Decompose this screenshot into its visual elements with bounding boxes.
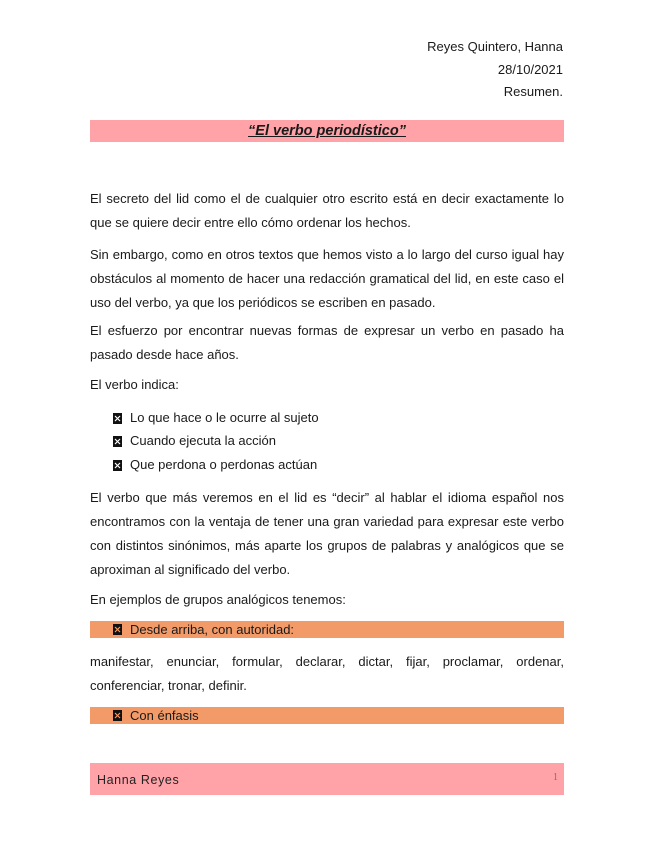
paragraph-1: El secreto del lid como el de cualquier otro escrito está en decir exactamente lo que se quiere decir entre ello cómo ordenar los hechos. xyxy=(90,191,564,230)
paragraph-7: manifestar, enunciar, formular, declarar, dictar, fijar, proclamar, ordenar, conferenciar, tronar, definir. xyxy=(90,654,564,693)
bullet-icon xyxy=(113,413,122,424)
page-number: 1 xyxy=(553,772,558,783)
paragraph-5: El verbo que más veremos en el lid es “decir” al hablar el idioma español nos encontramos con la ventaja de tener una gran variedad para expresar este verbo con distintos sinónimos, más aparte los grupos de palabras y analógicos que se aproximan al significado del verbo. xyxy=(90,490,564,577)
document-type: Resumen. xyxy=(503,84,563,99)
bullet-text: Cuando ejecuta la acción xyxy=(130,433,276,448)
header-block xyxy=(427,36,563,104)
bullet-icon xyxy=(113,710,122,721)
paragraph-3: El esfuerzo por encontrar nuevas formas de expresar un verbo en pasado ha pasado desde hace años. xyxy=(90,323,564,362)
highlighted-text: Desde arriba, con autoridad: xyxy=(130,622,295,637)
footer-name: Hanna Reyes xyxy=(97,773,180,787)
bullet-text: Lo que hace o le ocurre al sujeto xyxy=(130,410,319,425)
highlighted-item-1 xyxy=(113,621,294,638)
bullet-item-2 xyxy=(113,431,276,451)
paragraph-2: Sin embargo, como en otros textos que hemos visto a lo largo del curso igual hay obstáculos al momento de hacer una redacción gramatical del lid, en este caso el uso del verbo, ya que los periódicos se escriben en pasado. xyxy=(90,247,564,310)
bullet-item-3 xyxy=(113,455,317,475)
bullet-icon xyxy=(113,624,122,635)
bullet-icon xyxy=(113,460,122,471)
document-title: “El verbo periodístico” xyxy=(90,120,564,142)
document-date: 28/10/2021 xyxy=(497,61,563,77)
paragraph-4: El verbo indica: xyxy=(90,377,179,392)
bullet-item-1 xyxy=(113,408,319,428)
bullet-text: Que perdona o perdonas actúan xyxy=(130,457,318,472)
bullet-icon xyxy=(113,436,122,447)
author-name: Reyes Quintero, Hanna xyxy=(427,39,563,54)
highlighted-text: Con énfasis xyxy=(130,708,199,723)
highlighted-item-2 xyxy=(113,707,199,724)
paragraph-6: En ejemplos de grupos analógicos tenemos: xyxy=(90,592,346,607)
